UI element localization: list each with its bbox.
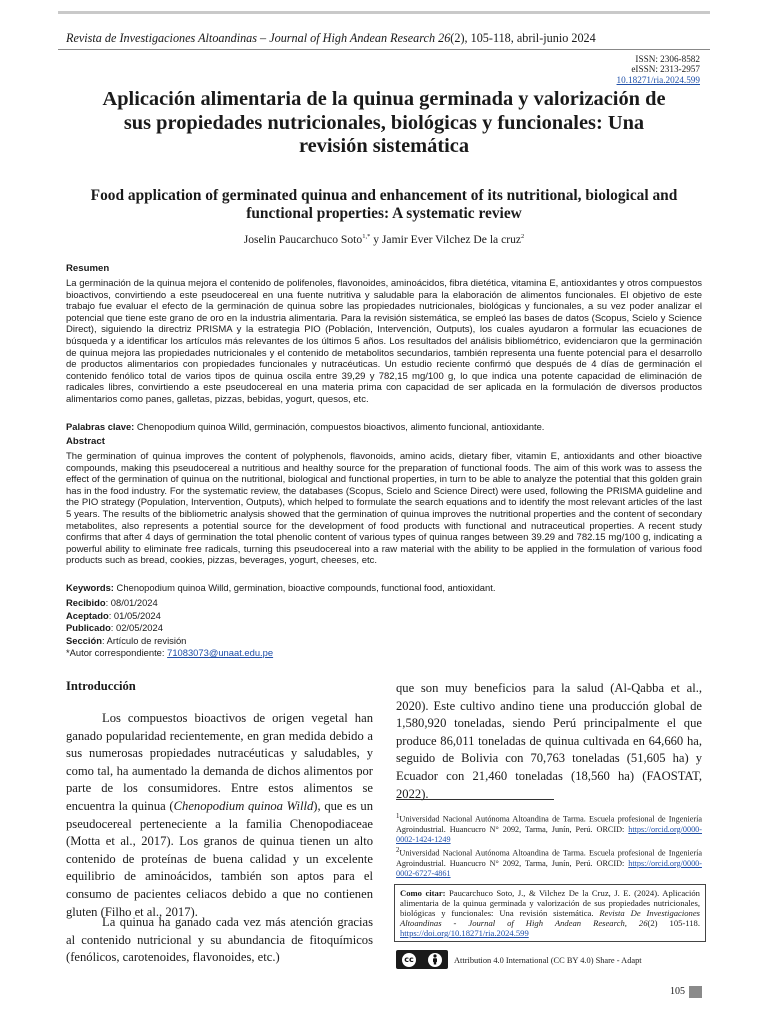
published-date <box>66 622 702 635</box>
journal-name: Revista de Investigaciones Altoandinas – Journal of High Andean Research <box>66 31 439 45</box>
author-2-affil: 2 <box>521 233 525 241</box>
citation-journal: Revista De Investigaciones Altoandinas - Journal of High Andean Research, 26 <box>400 908 700 928</box>
issn: ISSN: 2306-8582 <box>635 54 700 64</box>
keywords-spanish-label: Palabras clave: <box>66 421 135 432</box>
section-label: Sección <box>66 634 102 646</box>
orcid-link-2[interactable]: https://orcid.org/0000-0002-6727-4861 <box>396 858 702 878</box>
footnote-rule <box>396 799 554 800</box>
accepted-label: Aceptado <box>66 609 109 621</box>
citation-pages: (2) 105-118. <box>647 918 700 928</box>
introduction-heading: Introducción <box>66 679 136 693</box>
article-dates <box>66 597 702 660</box>
keywords-english <box>66 582 702 595</box>
received-date <box>66 597 702 610</box>
published-label: Publicado <box>66 622 111 634</box>
citation-text: Paucarchuco Soto, J., & Vilchez De la Cruz, J. E. (2024). Aplicación alimentaria de la quinua germinada y valorización de sus propiedades nutricionales, biológicas y funcionales: Una revisión sistemática. <box>400 888 700 918</box>
page-number-marker <box>689 986 702 998</box>
identifiers <box>617 54 700 85</box>
top-decorative-bar <box>58 11 710 14</box>
corresponding-author-label: *Autor correspondiente: <box>66 647 168 659</box>
footnote-1 <box>396 812 702 845</box>
footnote-2-text: Universidad Nacional Autónoma Altoandina de Tarma. Escuela profesional de Ingeniería Agroindustrial. Huancucro N° 2092, Tarma, Junín, Perú. ORCID: <box>396 848 702 868</box>
author-2: Jamir Ever Vilchez De la cruz <box>381 233 522 246</box>
corresponding-author <box>66 647 702 660</box>
received-label: Recibido <box>66 597 106 608</box>
keywords-spanish <box>66 421 702 434</box>
abstract-text: The germination of quinua improves the content of polyphenols, flavonoids, amino acids, dietary fiber, vitamin E, antioxidants and other bioactive compounds, making this pseudocereal a nutritious and healthy source for the preparation of functional foods. The aim of this work was to assess the effect of the germination of quinua on the nutritional, biological and functional properties, in turn to be able to analyze the potential that this golden grain has in the food industry. For the systematic review, the databases (Scopus, Scielo and Science Direct) were used, following the PRISMA guideline and the PIO strategy (Population, Intervention, Outputs), which helped to formulate the search equations and to identify the most relevant articles of the last 5 years. The results of the bibliometric analysis showed that the germination of quinua improves the nutritional properties and the content of secondary metabolites, also represents a potential source for the development of food products with functional and nutraceutical properties. A recent study confirms that after 4 days of germination the total phenolic content of various types of quinua ranges between 39.29 and 782.15 mg/100 g, indicating a powerful ability to eliminate free radicals, turning this pseudocereal into a raw material with the ability to be applied in the formulation of various food products such as bread, cookies, pizzas, beverages, yogurt, cheeses, etc. <box>66 451 702 567</box>
accepted-date <box>66 610 702 623</box>
eissn: eISSN: 2313-2957 <box>631 64 700 75</box>
person-icon <box>430 954 440 965</box>
intro-p1-start: Los compuestos bioactivos de origen vegetal han ganado popularidad recientemente, en gran medida debido a sus numerosas propiedades nutracéuticas y saludables, y como tal, ha aumentado la demanda de dichos alimentos por parte de los consumidores. Entre estos alimentos se encuentra la quinua ( <box>66 711 373 813</box>
journal-header <box>66 31 596 46</box>
intro-paragraph-2: La quinua ha ganado cada vez más atención gracias al contenido nutricional y su abundancia de fitoquímicos (fenólicos, carotenoides, flavonoides, etc.) <box>66 915 373 965</box>
section-value: : Artículo de revisión <box>101 634 187 646</box>
published-value: : 02/05/2024 <box>110 622 163 634</box>
resumen-text: La germinación de la quinua mejora el contenido de polifenoles, flavonoides, aminoácidos, fibra dietética, vitamina E, antioxidantes y otros compuestos bioactivos, convirtiendo a este pseudocereal en una fuente nutritiva y saludable para la elaboración de alimentos funcionales. El objetivo de este trabajo fue evaluar el efecto de la germinación de quinua sobre las propiedades nutricionales, biológicas y funcionales, a su vez poder analizar el potencial que tiene este grano de oro en la industria alimentaria. Para la revisión sistemática, se empleó las bases de datos (Scopus, Scielo y Science Direct), siguiendo la directriz PRISMA y la estrategia PIO (Población, Intervención, Outputs), los cuales ayudaron a formular las ecuaciones de búsqueda y a identificar los artículos más relevantes de los últimos 5 años. Los resultados del análisis bibliométrico, evidenciaron que la germinación de quinua mejora las propiedades nutricionales y el contenido de metabolitos secundarios, también representa una fuente potencial para el desarrollo de productos alimentarios con propiedades funcionales y nutracéuticas. Un estudio reciente confirmó que después de 4 días de germinación el contenido fenólico total de varios tipos de quinua oscila entre 39,29 y 782,15 mg/100 g, lo que indica una potente capacidad de eliminación de radicales libres, convirtiendo a este pseudocereal en una materia prima con capacidad de ser aplicada en la formulación de diversos productos alimentarios como panes, galletas, pizzas, bebidas, yogurt, quesos, etc. <box>66 278 702 405</box>
author-email-link[interactable]: 71083073@unaat.edu.pe <box>167 647 274 659</box>
species-name: Chenopodium quinoa Willd <box>173 798 314 813</box>
intro-paragraph-continued: que son muy beneficios para la salud (Al-Qabba et al., 2020). Este cultivo andino tiene una producción global de 1,580,920 toneladas, siendo Perú principalmente el que produce 86,011 toneladas de quinua cultivada en 64,660 ha, seguido de Bolivia con 70,763 toneladas (51,605 ha) y Ecuador con 21,460 toneladas (18,560 ha) (FAOSTAT, 2022). <box>396 681 702 801</box>
received-value: : 08/01/2024 <box>105 597 158 608</box>
footnote-1-marker: 1 <box>396 813 400 820</box>
citation-box <box>394 884 706 942</box>
footnote-2 <box>396 846 702 879</box>
page-number: 105 <box>670 986 685 997</box>
title-english: Food application of germinated quinua and enhancement of its nutritional, biological and functional properties: A systematic review <box>90 187 678 223</box>
cc-icon: cc <box>402 953 416 967</box>
footnote-1-text: Universidad Nacional Autónoma Altoandina de Tarma. Escuela profesional de Ingeniería Agroindustrial. Huancucro N° 2092, Tarma, Junín, Perú. ORCID: <box>396 814 702 834</box>
intro-p1-end: ), que es un pseudocereal perteneciente a la familia Chenopodiaceae (Motta et al., 2017). Los granos de quinua tienen un alto contenido de proteínas de buena calidad y un excelente equilibrio de aminoácidos, también son aptos para el consumo de pacientes celiacos debido a que no contienen gluten (Filho et al., 2017). <box>66 798 374 919</box>
resumen-heading: Resumen <box>66 263 110 274</box>
orcid-link-1[interactable]: https://orcid.org/0000-0002-1424-1249 <box>396 824 702 844</box>
authors <box>0 233 768 246</box>
keywords-spanish-text: Chenopodium quinoa Willd, germinación, compuestos bioactivos, alimento funcional, antioxidante. <box>134 421 545 432</box>
abstract-heading: Abstract <box>66 436 105 447</box>
keywords-english-text: Chenopodium quinoa Willd, germination, bioactive compounds, functional food, antioxidant. <box>113 582 496 593</box>
journal-volume: 26 <box>438 31 451 45</box>
header-rule <box>58 49 710 50</box>
intro-paragraph-1 <box>66 710 373 921</box>
by-icon <box>428 953 442 967</box>
author-1-affil: 1,* <box>362 233 371 241</box>
keywords-english-label: Keywords: <box>66 582 114 593</box>
author-1: Joselin Paucarchuco Soto <box>243 233 363 246</box>
cc-license-badge[interactable] <box>396 950 448 969</box>
journal-issue: (2), 105-118, abril-junio 2024 <box>450 31 596 45</box>
citation-doi-link[interactable]: https://doi.org/10.18271/ria.2024.599 <box>400 928 529 938</box>
accepted-value: : 01/05/2024 <box>108 609 161 621</box>
citation-label: Como citar: <box>400 888 446 898</box>
doi-link[interactable]: 10.18271/ria.2024.599 <box>616 74 700 85</box>
footnote-2-marker: 2 <box>396 847 400 854</box>
author-separator: y <box>370 233 382 246</box>
license-text: Attribution 4.0 International (CC BY 4.0) Share - Adapt <box>454 956 642 965</box>
title-spanish: Aplicación alimentaria de la quinua germinada y valorización de sus propiedades nutricionales, biológicas y funcionales: Una revisión sistemática <box>102 88 666 157</box>
article-section <box>66 635 702 648</box>
